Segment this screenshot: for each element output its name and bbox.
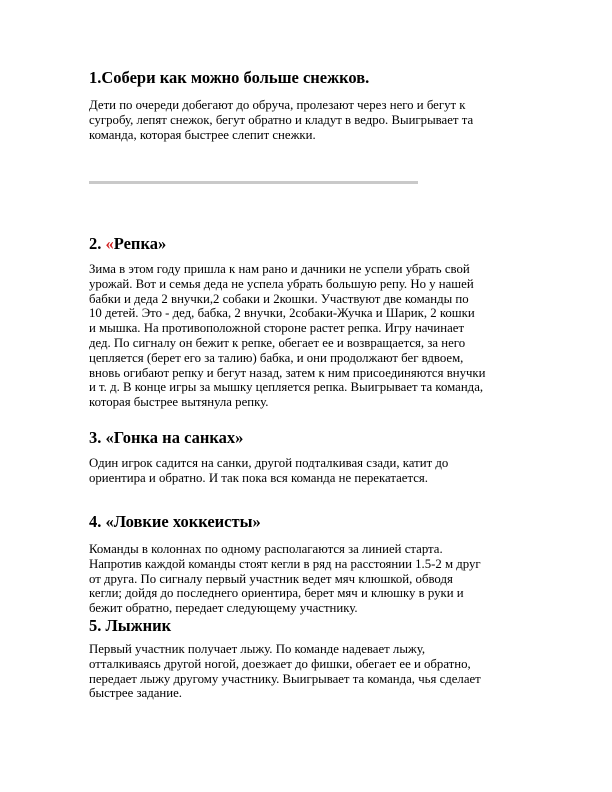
text-line: ориентира и обратно. И так пока вся команда не перекатается.: [89, 470, 428, 485]
text-line: 10 детей. Это - дед, бабка, 2 внучки, 2собаки-Жучка и Шарик, 2 кошки: [89, 306, 475, 321]
section-5-text: [89, 642, 529, 701]
text-line: Один игрок садится на санки, другой подталкивая сзади, катит до: [89, 456, 449, 470]
text-line: и т. д. В конце игры за мышку цепляется репка. Выигрывает та команда,: [89, 380, 484, 395]
text-line: цепляется (берет его за талию) бабка, и они продолжают бег вдвоем,: [89, 350, 464, 365]
text-line: отталкиваясь другой ногой, доезжает до фишки, обегает ее и обратно,: [89, 656, 471, 671]
text-line: и мышка. На противоположной стороне растет репка. Игру начинает: [89, 321, 465, 336]
section-3-text: [89, 456, 529, 486]
text-line: Дети по очереди добегают до обруча, пролезают через него и бегут к: [89, 98, 466, 112]
section-1-text: [89, 98, 529, 142]
text-line: урожай. Вот и семья деда не успела убрать большую репу. Но у нашей: [89, 276, 474, 291]
text-line: быстрее задание.: [89, 686, 182, 701]
text-line: передает лыжу другому участнику. Выигрывает та команда, чья сделает: [89, 671, 481, 686]
section-2-heading: [89, 234, 166, 254]
section-2-text: [89, 262, 529, 410]
text-line: Первый участник получает лыжу. По команде надевает лыжу,: [89, 642, 426, 656]
heading-title: Репка»: [113, 234, 167, 253]
section-4-text: [89, 542, 529, 616]
heading-number: 2.: [89, 234, 106, 253]
text-line: от друга. По сигналу первый участник ведет мяч клюшкой, обводя: [89, 571, 453, 586]
text-line: Зима в этом году пришла к нам рано и дачники не успели убрать свой: [89, 262, 470, 276]
heading-open-quote: «: [105, 234, 114, 253]
text-line: кегли; дойдя до последнего ориентира, берет мяч и клюшку в руки и: [89, 586, 464, 601]
horizontal-divider: [89, 181, 418, 184]
text-line: бабки и деда 2 внучки,2 собаки и 2кошки. Участвуют две команды по: [89, 291, 469, 306]
text-line: которая быстрее вытянула репку.: [89, 395, 269, 410]
section-4-heading: 4. «Ловкие хоккеисты»: [89, 512, 261, 531]
section-1-heading: 1.Собери как можно больше снежков.: [89, 68, 370, 87]
text-line: бежит обратно, передает следующему участнику.: [89, 601, 358, 616]
text-line: команда, которая быстрее слепит снежки.: [89, 127, 316, 142]
section-3-heading: 3. «Гонка на санках»: [89, 428, 244, 447]
text-line: вновь огибают репку и бегут назад, затем к ним присоединяются внучки: [89, 365, 486, 380]
text-line: сугробу, лепят снежок, бегут обратно и кладут в ведро. Выигрывает та: [89, 112, 474, 127]
section-5-heading: 5. Лыжник: [89, 616, 172, 635]
text-line: Команды в колоннах по одному располагаются за линией старта.: [89, 542, 443, 556]
text-line: Напротив каждой команды стоят кегли в ряд на расстоянии 1.5-2 м друг: [89, 556, 481, 571]
text-line: дед. По сигналу он бежит к репке, обегает ее и возвращается, за него: [89, 335, 466, 350]
